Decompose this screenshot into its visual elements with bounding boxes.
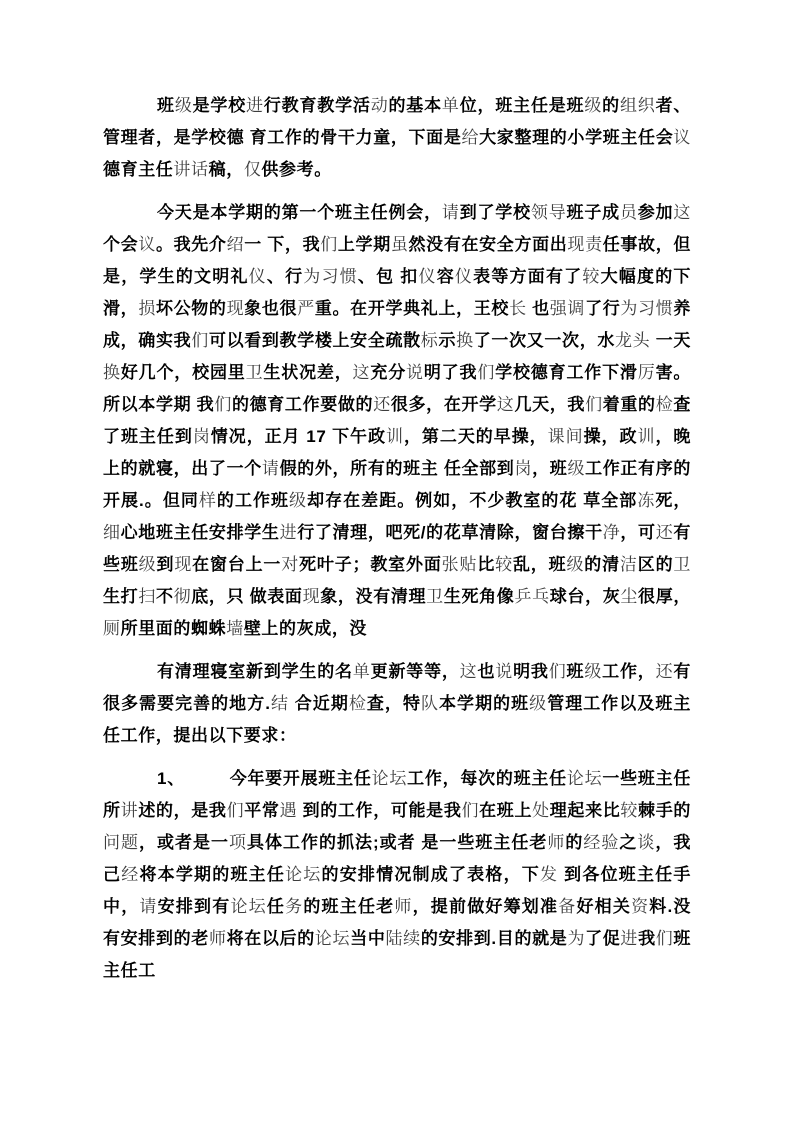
paragraph-intro: 班级是学校进行教育教学活动的基本单位，班主任是班级的组织者、管理者，是学校德 育工作的骨干力童，下面是给大家整理的小学班主任会议德育主任讲话稿，仅供参考。 <box>103 96 691 179</box>
paragraph-requirement-1: 1、 今年要开展班主任论坛工作，每次的班主任论坛一些班主任所讲述的，是我们平常遇 到的工作，可能是我们在班上处理起来比较棘手的问题，或者是一项具体工作的抓法;或者 是一些班主任老师的经验之谈，我己经将本学期的班主任论坛的安排情况制成了表格，下发 到各位班主任手中，请安排到有论坛任务的班主任老师，提前做好筹划准备好相关资料.没 有安排到的老师将在以后的论坛当中陆续的安排到.目的就是为了促进我们班主任工 <box>103 769 692 980</box>
paragraph-meeting-review: 今天是本学期的第一个班主任例会，请到了学校领导班子成员参加这个会议。我先介绍一 下，我们上学期虽然没有在安全方面出现责任事故，但是，学生的文明礼仪、行为习惯、包 扣仪容仪表等方面有了较大幅度的下滑，损坏公物的现象也很严重。在开学典礼上，王校长 也强调了行为习惯养成，确实我们可以看到教学楼上安全疏散标示换了一次又一次，水龙头 一天换好几个，校园里卫生状况差，这充分说明了我们学校德育工作下滑厉害。所以本学期 我们的德育工作要做的还很多，在开学这几天，我们着重的检查了班主任到岗情况，正月 17 下午政训，第二天的早操，课间操，政训，晚上的就寝，出了一个请假的外，所有的班主 任全部到岗，班级工作正有序的开展.。但同样的工作班级却存在差距。例如，不少教室的花 草全部冻死，细心地班主任安排学生进行了清理，吧死/的花草清除，窗台擦干净，可还有 些班级到现在窗台上一对死叶子；教室外面张贴比较乱，班级的清洁区的卫生打扫不彻底，只 做表面现象，没有清理卫生死角像乒乓球台，灰尘很厚，厕所里面的蜘蛛墙壁上的灰成，没 <box>103 203 692 638</box>
paragraph-summary-requirements: 有清理寝室新到学生的名单更新等等，这也说明我们班级工作，还有很多需要完善的地方.结 合近期检查，特队本学期的班级管理工作以及班主任工作，提出以下要求： <box>103 662 691 745</box>
